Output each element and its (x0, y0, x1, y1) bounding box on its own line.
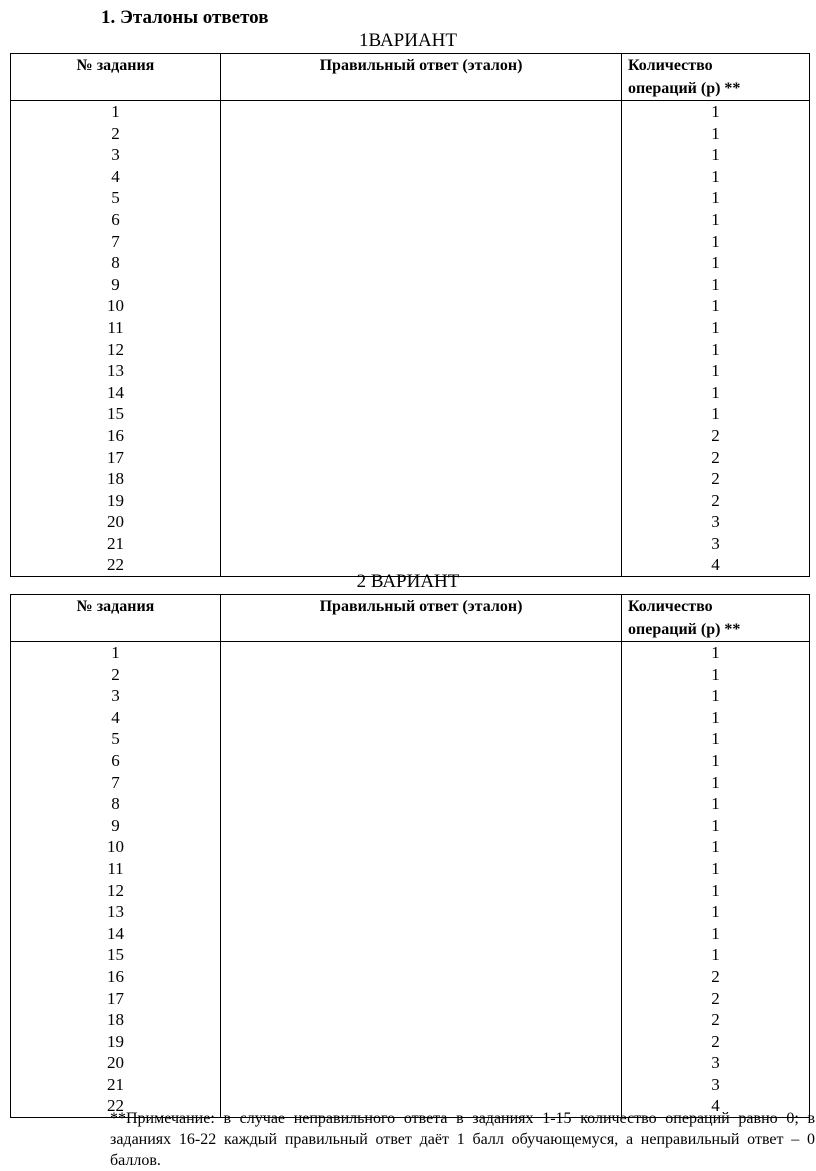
task-number: 5 (111, 188, 120, 208)
operations-count: 1 (711, 794, 720, 814)
footnote: **Примечание: в случае неправильного ответа в заданиях 1-15 количество операций равно 0; в заданиях 16-22 каждый правильный ответ даёт 1 балл обучающемуся, а неправильный ответ – 0 баллов. (110, 1110, 815, 1169)
operations-count: 1 (711, 858, 720, 878)
task-number: 22 (107, 555, 124, 575)
task-number: 6 (111, 209, 120, 229)
task-number: 8 (111, 253, 120, 273)
operations-count: 1 (711, 707, 720, 727)
task-number: 2 (111, 664, 120, 684)
operations-count: 1 (711, 231, 720, 251)
operations-count: 1 (711, 664, 720, 684)
operations-count: 1 (711, 339, 720, 359)
task-number: 10 (107, 837, 124, 857)
section-title: 1. Эталоны ответов (101, 7, 269, 28)
task-number: 14 (107, 923, 124, 943)
task-number: 2 (111, 123, 120, 143)
answer-column (221, 642, 622, 1118)
task-number: 18 (107, 1010, 124, 1030)
task-number: 21 (107, 533, 124, 553)
task-number: 5 (111, 729, 120, 749)
operations-count: 1 (711, 686, 720, 706)
header-operations-count (622, 54, 810, 101)
task-number: 20 (107, 1053, 124, 1073)
variant-1-table (10, 53, 810, 577)
operations-count: 1 (711, 643, 720, 662)
operations-count: 3 (711, 533, 720, 553)
operations-count: 1 (711, 102, 720, 121)
task-number: 22 (107, 1096, 124, 1116)
header-task-number: № задания (11, 595, 221, 642)
operations-count: 1 (711, 880, 720, 900)
operations-count: 1 (711, 404, 720, 424)
task-number: 20 (107, 512, 124, 532)
task-number-column (11, 101, 221, 577)
operations-count: 3 (711, 1074, 720, 1094)
task-number: 3 (111, 145, 120, 165)
task-number: 1 (111, 643, 120, 662)
operations-count: 1 (711, 145, 720, 165)
operations-count: 1 (711, 296, 720, 316)
table-header-row (11, 54, 810, 101)
operations-count: 1 (711, 317, 720, 337)
task-number: 1 (111, 102, 120, 121)
operations-count: 1 (711, 815, 720, 835)
operations-count: 1 (711, 253, 720, 273)
operations-count: 4 (711, 1096, 720, 1116)
task-number: 12 (107, 339, 124, 359)
answer-column (221, 101, 622, 577)
header-operations-line2: операций (р) ** (628, 621, 741, 638)
operations-count: 4 (711, 555, 720, 575)
operations-count: 1 (711, 772, 720, 792)
operations-count: 2 (711, 490, 720, 510)
task-number: 9 (111, 815, 120, 835)
operations-count: 3 (711, 1053, 720, 1073)
table-body (11, 642, 810, 1118)
task-number: 13 (107, 902, 124, 922)
variant-1-title: 1ВАРИАНТ (358, 30, 458, 51)
task-number: 6 (111, 750, 120, 770)
task-number: 11 (107, 317, 124, 337)
task-number: 13 (107, 361, 124, 381)
operations-count: 1 (711, 382, 720, 402)
task-number: 4 (111, 707, 120, 727)
task-number: 11 (107, 858, 124, 878)
task-number: 16 (107, 425, 124, 445)
header-operations-line1: Количество (628, 598, 713, 615)
task-number: 8 (111, 794, 120, 814)
operations-count: 2 (711, 469, 720, 489)
header-correct-answer: Правильный ответ (эталон) (221, 54, 622, 101)
operations-count: 1 (711, 166, 720, 186)
operations-column (622, 101, 810, 577)
header-operations-line2: операций (р) ** (628, 80, 741, 97)
task-number: 19 (107, 490, 124, 510)
operations-count: 2 (711, 1010, 720, 1030)
task-number: 10 (107, 296, 124, 316)
operations-count: 3 (711, 512, 720, 532)
operations-count: 1 (711, 945, 720, 965)
operations-count: 1 (711, 923, 720, 943)
operations-column (622, 642, 810, 1118)
task-number: 7 (111, 772, 120, 792)
task-number: 21 (107, 1074, 124, 1094)
operations-count: 1 (711, 750, 720, 770)
task-number: 9 (111, 274, 120, 294)
variant-2-title: 2 ВАРИАНТ (356, 571, 460, 592)
operations-count: 2 (711, 966, 720, 986)
operations-count: 2 (711, 1031, 720, 1051)
task-number: 12 (107, 880, 124, 900)
table-body (11, 101, 810, 577)
table-header-row (11, 595, 810, 642)
header-correct-answer: Правильный ответ (эталон) (221, 595, 622, 642)
task-number: 7 (111, 231, 120, 251)
operations-count: 1 (711, 209, 720, 229)
header-operations-line1: Количество (628, 57, 713, 74)
header-operations-count (622, 595, 810, 642)
operations-count: 1 (711, 361, 720, 381)
task-number: 16 (107, 966, 124, 986)
task-number: 4 (111, 166, 120, 186)
header-task-number: № задания (11, 54, 221, 101)
operations-count: 1 (711, 729, 720, 749)
operations-count: 2 (711, 425, 720, 445)
operations-count: 1 (711, 902, 720, 922)
operations-count: 1 (711, 123, 720, 143)
task-number: 14 (107, 382, 124, 402)
task-number-column (11, 642, 221, 1118)
operations-count: 1 (711, 188, 720, 208)
operations-count: 1 (711, 274, 720, 294)
variant-2-table (10, 594, 810, 1118)
task-number: 19 (107, 1031, 124, 1051)
task-number: 15 (107, 945, 124, 965)
task-number: 17 (107, 988, 124, 1008)
task-number: 3 (111, 686, 120, 706)
task-number: 15 (107, 404, 124, 424)
operations-count: 1 (711, 837, 720, 857)
task-number: 18 (107, 469, 124, 489)
operations-count: 2 (711, 988, 720, 1008)
operations-count: 2 (711, 447, 720, 467)
task-number: 17 (107, 447, 124, 467)
